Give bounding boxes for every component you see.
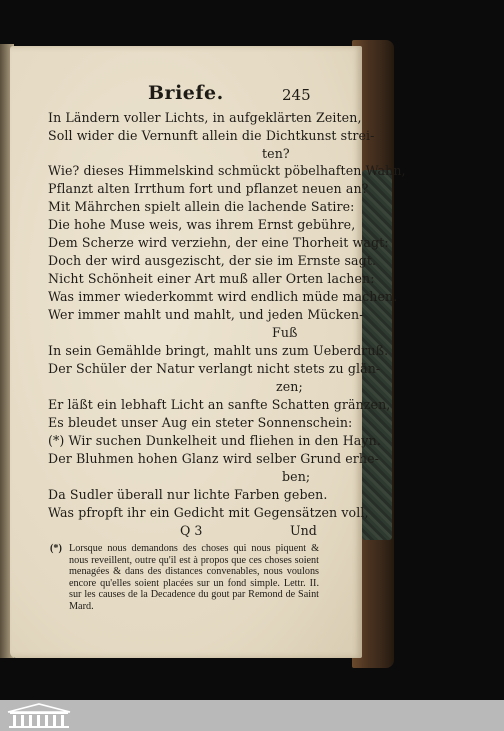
verse-line: Wer immer mahlt und mahlt, und jeden Mücken- [48, 307, 364, 322]
verse-line: Was pfropft ihr ein Gedicht mit Gegensätzen voll, [48, 505, 369, 520]
library-logo-icon [4, 702, 74, 729]
verse-line: Der Bluhmen hohen Glanz wird selber Grund erhe- [48, 451, 380, 466]
verse-line: Was immer wiederkommt wird endlich müde machen. [48, 289, 398, 304]
verse-line: Die hohe Muse weis, was ihrem Ernst gebühre, [48, 217, 356, 232]
verse-line: Er läßt ein lebhaft Licht an sanfte Schatten gränzen, [48, 397, 391, 412]
verse-line-continuation: Fuß [272, 325, 298, 340]
verse-line-continuation: ten? [262, 146, 290, 161]
footnote-text: Lorsque nous demandons des choses qui nous piquent & nous reveillent, outre qu'il est à propos que ces choses soient menagées & dans des distances convenables, nous voulons encore qu'elles soient placées sur un fond simple. Lettr. II. sur les causes de la Decadence du gout par Remond de Saint Mard. [69, 543, 319, 612]
verse-line-continuation: ben; [282, 469, 311, 484]
page-number: 245 [282, 86, 311, 104]
verse-line: (*) Wir suchen Dunkelheit und fliehen in den Hayn. [48, 433, 381, 448]
verse-line: Pflanzt alten Irrthum fort und pflanzet neuen an? [48, 181, 369, 196]
signature-mark: Q 3 [180, 523, 203, 538]
verse-line: Doch der wird ausgezischt, der sie im Ernste sagt. [48, 253, 377, 268]
verse-line: Soll wider die Vernunft allein die Dichtkunst strei- [48, 128, 375, 143]
verse-line: Da Sudler überall nur lichte Farben geben. [48, 487, 328, 502]
verse-line: Dem Scherze wird verziehn, der eine Thorheit wagt: [48, 235, 389, 250]
verse-line: Der Schüler der Natur verlangt nicht stets zu glän- [48, 361, 381, 376]
verse-line-continuation: zen; [276, 379, 303, 394]
verse-line: In sein Gemählde bringt, mahlt uns zum Ueberdruß. [48, 343, 389, 358]
footnote-marker: (*) [50, 543, 62, 554]
verse-line: Es bleudet unser Aug ein steter Sonnenschein: [48, 415, 353, 430]
verse-line: Nicht Schönheit einer Art muß aller Orten lachen: [48, 271, 375, 286]
verse-line: Mit Mährchen spielt allein die lachende Satire: [48, 199, 355, 214]
verse-line: Wie? dieses Himmelskind schmückt pöbelhaften Wahn, [48, 163, 406, 178]
catchword: Und [290, 523, 317, 538]
verse-line: In Ländern voller Lichts, in aufgeklärten Zeiten, [48, 110, 362, 125]
running-header-title: Briefe. [148, 82, 224, 104]
viewer-bottom-bar [0, 700, 504, 731]
